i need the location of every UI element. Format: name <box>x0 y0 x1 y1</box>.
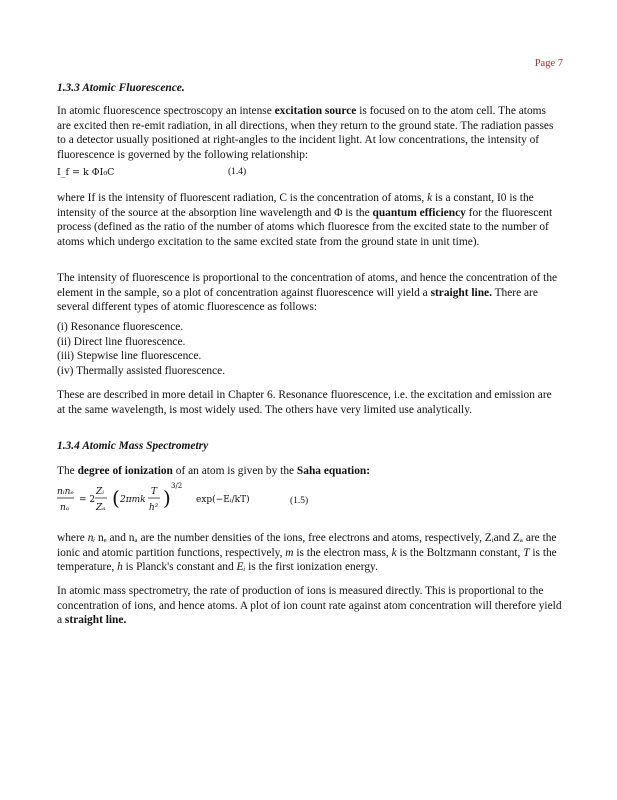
list-item: (i) Resonance fluorescence. <box>57 321 184 333</box>
page-number: Page 7 <box>534 58 563 69</box>
eq-equals-two: = 2 <box>79 495 96 505</box>
eq-t-numerator: T <box>151 487 158 497</box>
paragraph-intro-fluorescence: In atomic fluorescence spectroscopy an intense excitation source is focused on to the atom cell. The atoms are excited then re-emit radiation, in all directions, when they return to the ground state. The radiation passes to a detector usually positioned at right-angles to the incident light. At low concentrations, the intensity of fluorescence is governed by the following relationship: <box>57 105 554 161</box>
equation-number-1-5: (1.5) <box>290 496 309 506</box>
section-heading-atomic-mass-spectrometry: 1.3.4 Atomic Mass Spectrometry <box>57 440 209 452</box>
eq-lhs-numerator: nᵢnₑ <box>57 487 74 497</box>
paragraph-mass-spectrometry: In atomic mass spectrometry, the rate of production of ions is measured directly. This is proportional to the concentration of ions, and hence atoms. A plot of ion count rate against atom concentration will therefore yield a straight line. <box>57 585 562 627</box>
eq-left-paren: ( <box>112 486 120 510</box>
list-item: (ii) Direct line fluorescence. <box>57 335 186 348</box>
section-heading-atomic-fluorescence: 1.3.3 Atomic Fluorescence. <box>57 82 185 94</box>
paragraph-fluorescence-definitions: where If is the intensity of fluorescent radiation, C is the concentration of atoms, k is a constant, I0 is the intensity of the source at the absorption line wavelength and Φ is the quantum efficiency for the fluorescent process (defined as the ratio of the number of atoms which fluoresce from the excited state to the number of atoms which undergo excitation to the same excited state from the ground state in unit time). <box>57 192 553 248</box>
eq-zi: Zᵢ <box>96 487 105 497</box>
equation-number: (1.4) <box>228 167 247 177</box>
eq-lhs-denominator: nₐ <box>60 503 70 513</box>
fluorescence-types-list <box>57 320 225 378</box>
equation-formula: I_f = k ΦI₀C <box>57 167 115 178</box>
eq-exponential: exp(−Eᵢ/kT) <box>196 495 250 505</box>
paragraph-saha-intro: The degree of ionization of an atom is given by the Saha equation: <box>57 465 371 477</box>
equation-1-4 <box>57 167 357 183</box>
list-item: (iii) Stepwise line fluorescence. <box>57 350 202 363</box>
list-item: (iv) Thermally assisted fluorescence. <box>57 364 226 377</box>
paragraph-saha-definitions: where nᵢ nₑ and nₐ are the number densities of the ions, free electrons and atoms, respectively, Zᵢand Zₐ are the ionic and atomic partition functions, respectively, m is the electron mass, k is the Boltzmann constant, T is the temperature, h is Planck's constant and Eᵢ is the first ionization energy. <box>57 532 557 574</box>
paragraph-fluorescence-proportional: The intensity of fluorescence is proportional to the concentration of atoms, and hence the concentration of the element in the sample, so a plot of concentration against fluorescence will yield a straight line. There are several different types of atomic fluorescence as follows: <box>57 272 558 314</box>
eq-za: Zₐ <box>96 503 106 513</box>
eq-h-squared: h² <box>149 503 159 513</box>
eq-right-paren: ) <box>163 486 171 510</box>
eq-power: 3/2 <box>171 482 183 490</box>
paragraph-chapter-6: These are described in more detail in Chapter 6. Resonance fluorescence, i.e. the excitation and emission are at the same wavelength, is most widely used. The others have very limited use analytically. <box>57 389 552 416</box>
saha-equation <box>57 479 357 521</box>
eq-2pimk: 2πmk <box>120 495 146 505</box>
